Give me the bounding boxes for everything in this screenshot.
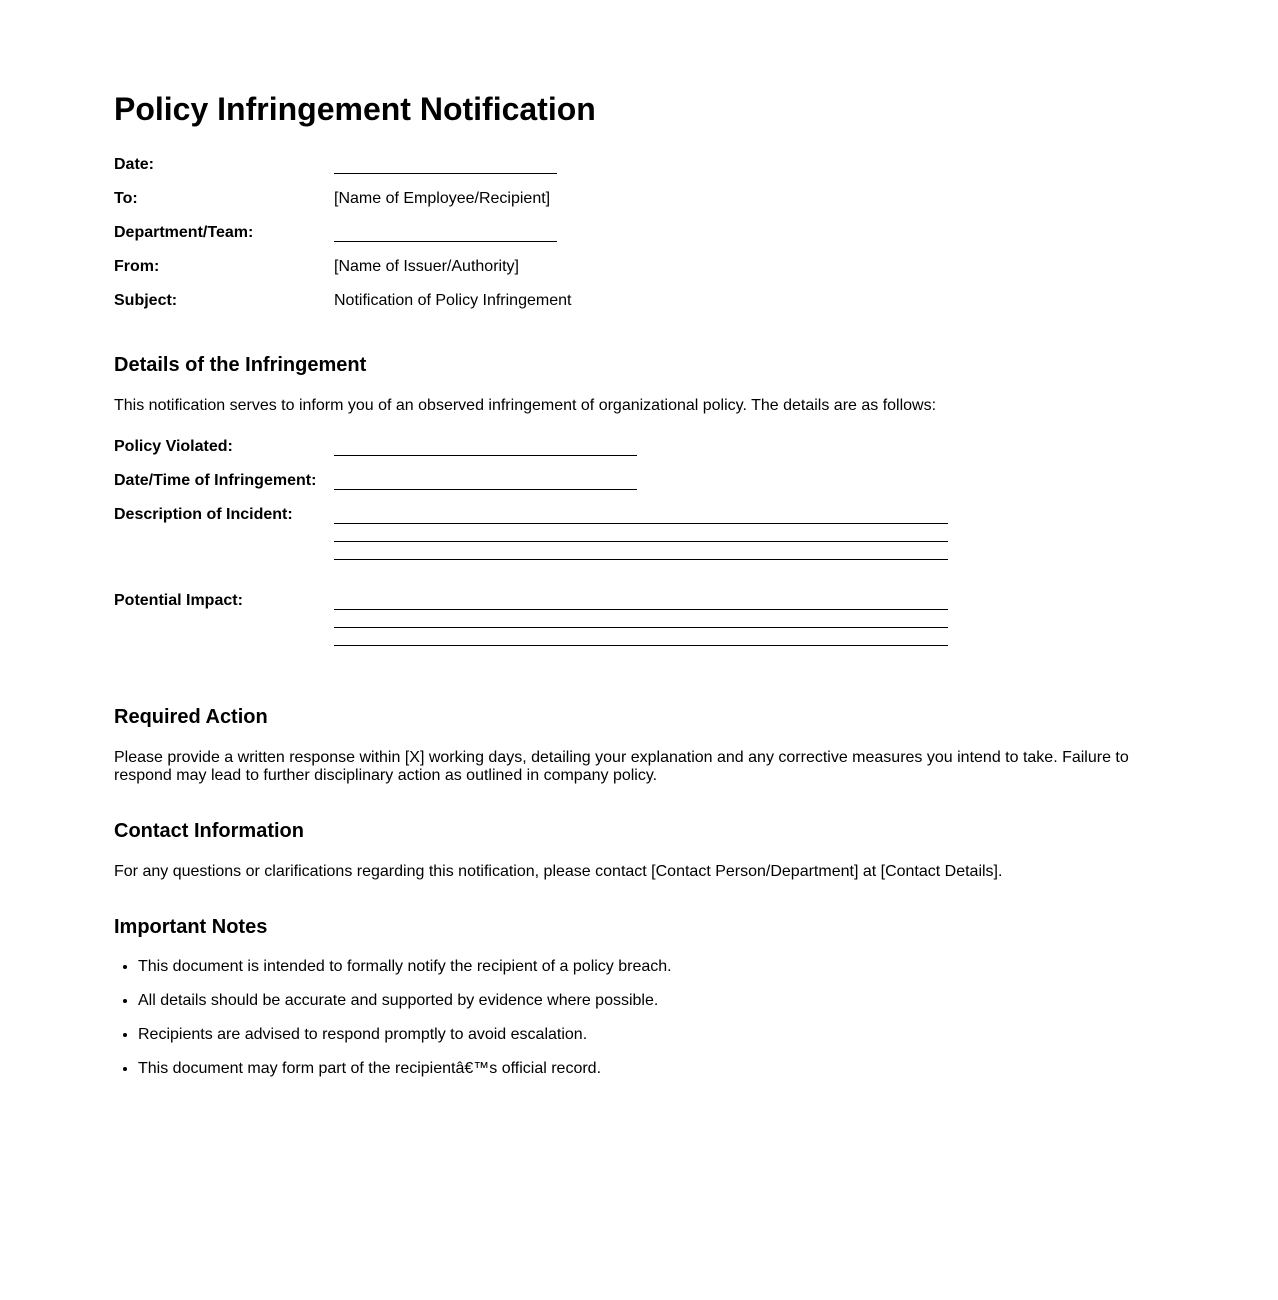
contact-text: For any questions or clarifications regarding this notification, please contact [Contact Person/Department] at [Contact Details]. <box>114 863 1003 880</box>
description-label: Description of Incident: <box>114 506 293 523</box>
subject-value: Notification of Policy Infringement <box>334 292 572 309</box>
date-blank-line[interactable] <box>334 173 557 174</box>
description-field <box>114 505 1154 525</box>
impact-blank-line-3[interactable] <box>334 645 948 646</box>
datetime-label: Date/Time of Infringement: <box>114 472 317 489</box>
contact-heading: Contact Information <box>114 820 304 842</box>
required-action-text: Please provide a written response within [X] working days, detailing your explanation and any corrective measures you intend to take. Failure to respond may lead to further disciplinary action as outlined in company policy. <box>114 749 1129 784</box>
details-heading: Details of the Infringement <box>114 354 367 376</box>
list-item: • This document is intended to formally notify the recipient of a policy breach. <box>138 957 672 977</box>
policy-violated-label: Policy Violated: <box>114 438 233 455</box>
subject-field <box>114 291 1154 311</box>
datetime-field <box>114 471 1154 491</box>
impact-field <box>114 591 1154 611</box>
date-field <box>114 155 1154 175</box>
required-action-heading: Required Action <box>114 706 268 728</box>
page-title: Policy Infringement Notification <box>114 91 596 127</box>
policy-violated-blank-line[interactable] <box>334 455 637 456</box>
list-item: • Recipients are advised to respond promptly to avoid escalation. <box>138 1025 672 1045</box>
department-field <box>114 223 1154 243</box>
department-blank-line[interactable] <box>334 241 557 242</box>
list-item: • All details should be accurate and supported by evidence where possible. <box>138 991 672 1011</box>
list-item: • This document may form part of the recipientâ€™s official record. <box>138 1059 672 1079</box>
description-blank-line-2[interactable] <box>334 541 948 542</box>
subject-label: Subject: <box>114 292 178 309</box>
department-label: Department/Team: <box>114 224 254 241</box>
details-intro: This notification serves to inform you of an observed infringement of organizational policy. The details are as follows: <box>114 397 937 414</box>
impact-blank-line-2[interactable] <box>334 627 948 628</box>
to-value: [Name of Employee/Recipient] <box>334 190 551 207</box>
to-label: To: <box>114 190 138 207</box>
description-blank-line-1[interactable] <box>334 523 948 524</box>
from-field <box>114 257 1154 277</box>
date-label: Date: <box>114 156 155 173</box>
impact-label: Potential Impact: <box>114 592 243 609</box>
notes-heading: Important Notes <box>114 916 268 938</box>
from-label: From: <box>114 258 160 275</box>
policy-violated-field <box>114 437 1154 457</box>
description-blank-line-3[interactable] <box>334 559 948 560</box>
notes-list <box>114 957 672 1093</box>
from-value: [Name of Issuer/Authority] <box>334 258 519 275</box>
datetime-blank-line[interactable] <box>334 489 637 490</box>
impact-blank-line-1[interactable] <box>334 609 948 610</box>
to-field <box>114 189 1154 209</box>
